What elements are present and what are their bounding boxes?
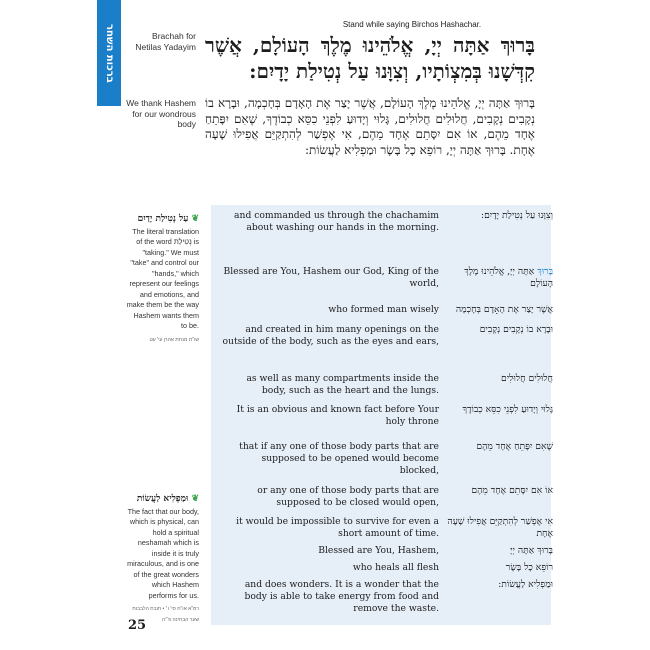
hebrew-text: וּמַפְלִיא לַעֲשׂוֹת: (498, 579, 553, 590)
hebrew-text: אוֹ אִם יִסָּתֵם אֶחָד מֵהֶם (471, 485, 553, 496)
english-text: Blessed are You, Hashem our God, King of the world, (223, 266, 439, 289)
english-text: It is an obvious and known fact before Your holy throne (236, 404, 439, 427)
hebrew-text: גָּלוּי וְיָדוּעַ לִפְנֵי כִסֵּא כְבוֹדֶךָ (462, 404, 553, 415)
hebrew-text: רוֹפֵא כָל בָּשָׂר (505, 562, 553, 573)
hebrew-text: וְצִוָּנוּ עַל נְטִילַת יָדָיִם: (480, 210, 553, 221)
left-note-heading: וּמַפְלִיא לַעֲשׂוֹת (136, 494, 189, 504)
english-text: Blessed are You, Hashem, (318, 545, 439, 556)
left-note-1 (126, 214, 199, 345)
left-note-heading: עַל נְטִילַת יָדַיִם (137, 214, 189, 224)
hebrew-text: אֲשֶׁר יָצַר אֶת הָאָדָם בְּחָכְמָה (455, 304, 553, 315)
english-text: and created in him many openings on the outside of the body, such as the eyes and ears, (222, 324, 439, 347)
english-text: who formed man wisely (328, 304, 439, 315)
left-note-2 (126, 494, 199, 625)
hebrew-text (447, 266, 553, 290)
left-note-source: רמ"א או"ח סי' ו׳ • חובת הלבבות שער הבחינה פ״ה (132, 606, 199, 623)
section-tab-label: ברכות השחר (104, 23, 115, 83)
leaf-icon: ❦ (191, 494, 199, 504)
side-note-thanks: We thank Hashem for our wondrous body (126, 98, 196, 130)
blessing-asher-yatzar: בָּרוּךְ אַתָּה יְיָ, אֱלֹהֵינוּ מֶלֶךְ הָעוֹלָם, אֲשֶׁר יָצַר אֶת הָאָדָם בְּחָכְמָה, וּבָרָא בוֹ נְקָבִים נְקָבִים, חֲלוּלִים חֲלוּלִים, גָּלוּי וְיָדוּעַ לִפְנֵי כִסֵּא כְבוֹדֶךָ, שֶׁאִם יִפָּתֵחַ אֶחָד מֵהֶם, אוֹ אִם יִסָּתֵם אֶחָד מֵהֶם, אִי אֶפְשַׁר לְהִתְקַיֵּם אֲפִילוּ שָׁעָה אֶחָת. בָּרוּךְ אַתָּה יְיָ, רוֹפֵא כָל בָּשָׂר וּמַפְלִיא לַעֲשׂוֹת: (205, 96, 535, 157)
blessing-netilas-yadayim: בָּרוּךְ אַתָּה יְיָ, אֱלֹהֵינוּ מֶלֶךְ הָעוֹלָם, אֲשֶׁר קִדְּשָׁנוּ בְּמִצְוֹתָיו, וְצִוָּנוּ עַל נְטִילַת יָדָיִם: (205, 33, 535, 83)
english-text: as well as many compartments inside the body, such as the heart and the lungs. (246, 373, 439, 396)
left-note-body: The literal translation of the word נְטִילַת is "taking." We must "take" and control our "hands," which represent our feelings and emotions, and make them be the way Hashem wants them to be. (126, 226, 199, 330)
hebrew-text: חֲלוּלִים חֲלוּלִים (501, 373, 553, 384)
hebrew-text: אִי אֶפְשַׁר לְהִתְקַיֵּם אֲפִילוּ שָׁעָה אֶחָת (447, 516, 553, 539)
english-text: or any one of those body parts that are supposed to be closed would open, (257, 485, 439, 508)
english-text: and does wonders. It is a wonder that the body is able to take energy from food and remove the waste. (244, 579, 439, 614)
left-note-body: The fact that our body, which is physical, can hold a spiritual neshamah which is inside it is truly miraculous, and is one of the great wonders which Hashem performs for us. (127, 506, 199, 600)
baruch-highlight: בָּרוּךְ (537, 266, 553, 277)
hebrew-text: שֶׁאִם יִפָּתֵחַ אֶחָד מֵהֶם (476, 441, 553, 452)
english-text: who heals all flesh (352, 562, 439, 573)
hebrew-text: וּבָרָא בוֹ נְקָבִים נְקָבִים (479, 324, 553, 335)
english-text: that if any one of those body parts that are supposed to be opened would become blocked, (239, 441, 439, 476)
side-note-netilas: Brachah for Netilas Yadayim (135, 31, 196, 52)
left-note-source: שו"ת מנחת אהרן עי' עט (149, 336, 199, 343)
hebrew-rest: אַתָּה יְיָ, אֱלֹהֵינוּ מֶלֶךְ הָעוֹלָם (464, 266, 553, 289)
instruction-note: Stand while saying Birchos Hashachar. (342, 20, 482, 29)
hebrew-text: בָּרוּךְ אַתָּה יְיָ (510, 545, 553, 556)
leaf-icon: ❦ (191, 214, 199, 224)
english-text: and commanded us through the chachamim about washing our hands in the morning. (234, 210, 439, 233)
english-text: it would be impossible to survive for even a short amount of time. (236, 516, 439, 539)
page-number: 25 (128, 618, 147, 633)
